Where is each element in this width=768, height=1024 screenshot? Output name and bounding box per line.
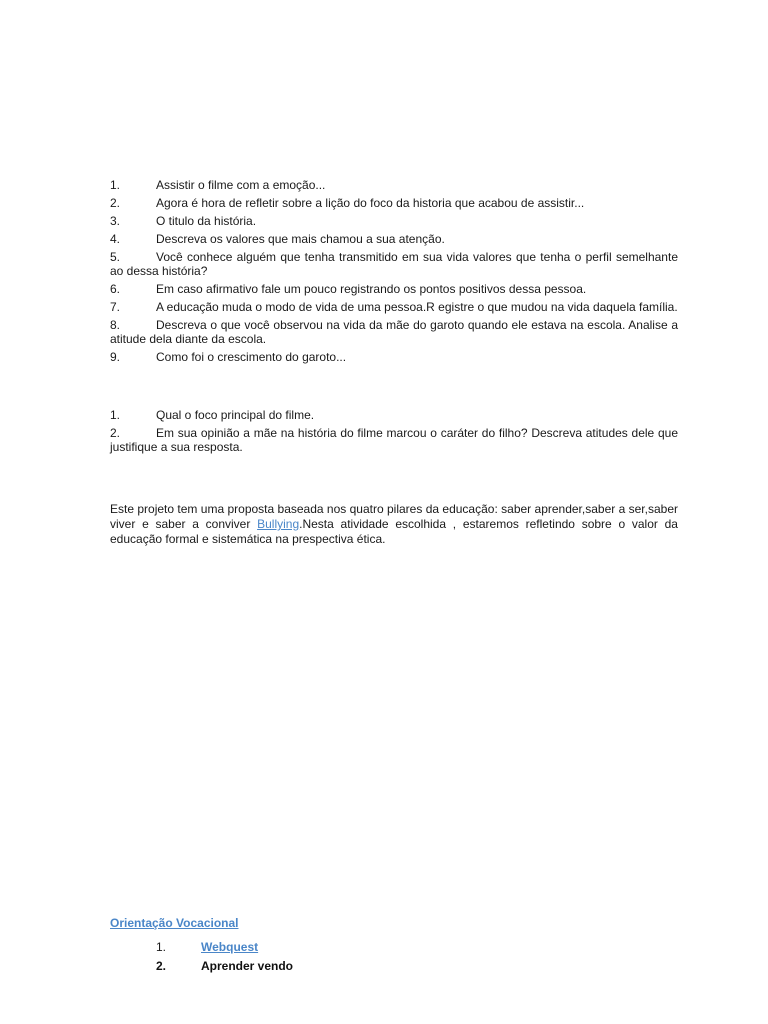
list-item [110, 318, 678, 346]
list-text: Como foi o crescimento do garoto... [156, 350, 347, 364]
list-number: 6. [110, 282, 121, 296]
document-body [110, 178, 678, 547]
bullying-link[interactable]: Bullying [257, 517, 300, 531]
vocational-orientation-link[interactable]: Orientação Vocacional [110, 916, 239, 930]
question-list-film [110, 178, 678, 364]
list-number: 2. [110, 196, 121, 210]
list-number: 2. [156, 959, 167, 973]
list-item [110, 232, 678, 246]
list-number: 5. [110, 250, 121, 264]
list-text: Agora é hora de refletir sobre a lição do foco da historia que acabou de assistir... [156, 196, 585, 210]
list-item [110, 282, 678, 296]
list-text: Descreva o que você observou na vida da mãe do garoto quando ele estava na escola. Analise a atitude dela diante da escola. [110, 318, 678, 346]
list-item [110, 214, 678, 228]
list-number: 7. [110, 300, 121, 314]
list-number: 8. [110, 318, 121, 332]
vocational-section [110, 916, 678, 978]
list-text: Em sua opinião a mãe na história do filme marcou o caráter do filho? Descreva atitudes dele que justifique a sua resposta. [110, 426, 678, 454]
project-paragraph [110, 502, 678, 547]
list-item [110, 196, 678, 210]
list-number: 2. [110, 426, 121, 440]
webquest-link[interactable]: Webquest [201, 940, 259, 954]
list-text: Em caso afirmativo fale um pouco registrando os pontos positivos dessa pessoa. [156, 282, 587, 296]
list-text: O titulo da história. [156, 214, 257, 228]
list-item [110, 300, 678, 314]
vocational-list [156, 940, 678, 973]
list-item [110, 178, 678, 192]
aprender-vendo-label: Aprender vendo [201, 959, 294, 973]
list-item [110, 350, 678, 364]
list-text: Assistir o filme com a emoção... [156, 178, 326, 192]
list-number: 9. [110, 350, 121, 364]
question-list-reflection [110, 408, 678, 454]
list-item [156, 940, 678, 954]
list-number: 1. [110, 178, 121, 192]
list-text: Você conhece alguém que tenha transmitido em sua vida valores que tenha o perfil semelhante ao dessa história? [110, 250, 678, 278]
list-item [110, 250, 678, 278]
paragraph-text-start: Este projeto tem uma proposta baseada nos quatro pilares da educação: saber aprender,saber a ser,saber viver e saber a conviver [110, 502, 678, 531]
list-number: 3. [110, 214, 121, 228]
list-number: 1. [156, 940, 167, 954]
list-item [156, 959, 678, 973]
list-item [110, 408, 678, 422]
list-item [110, 426, 678, 454]
list-text: Qual o foco principal do filme. [156, 408, 315, 422]
list-text: Descreva os valores que mais chamou a sua atenção. [156, 232, 445, 246]
list-number: 4. [110, 232, 121, 246]
list-text: A educação muda o modo de vida de uma pessoa.R egistre o que mudou na vida daquela família. [156, 300, 678, 314]
paragraph-text-end: .Nesta atividade escolhida , estaremos refletindo sobre o valor da educação formal e sistemática na prespectiva ética. [110, 517, 678, 546]
list-number: 1. [110, 408, 121, 422]
